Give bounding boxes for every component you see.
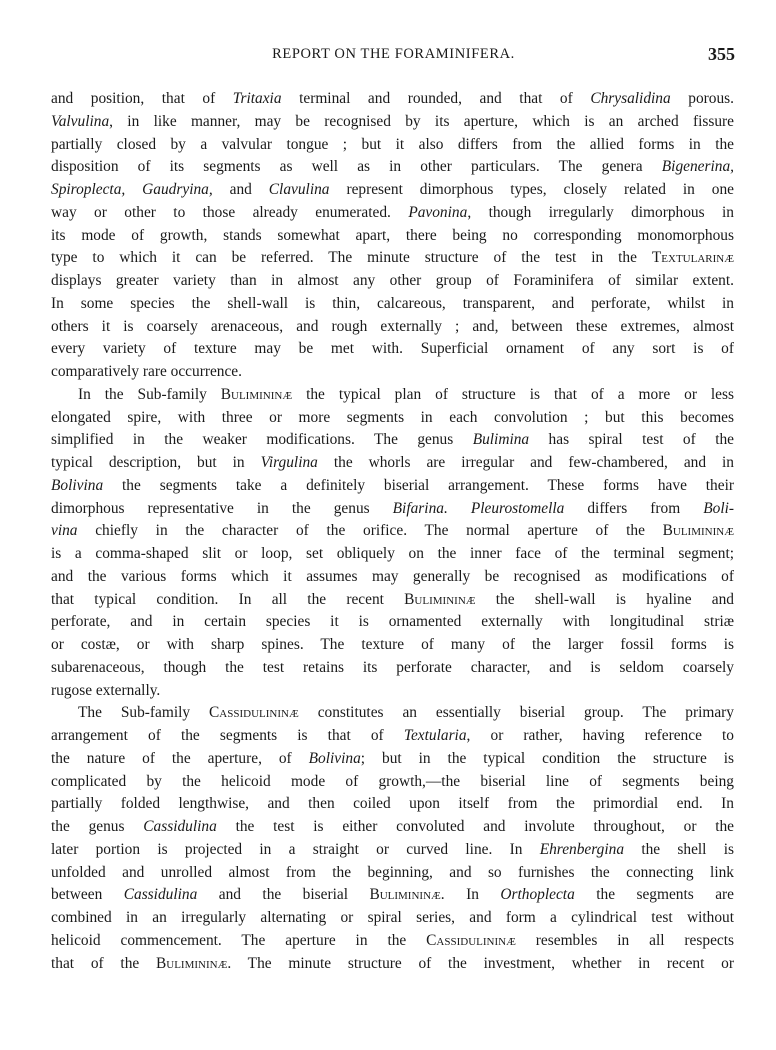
text-run: the whorls are irregular and few-chambered, and in bbox=[317, 454, 734, 471]
taxon-name: Boli- bbox=[703, 499, 734, 517]
paragraph bbox=[51, 384, 734, 703]
text-run: and bbox=[212, 181, 269, 198]
text-run: others it is coarsely arenaceous, and rough externally ; and, between these extremes, almost bbox=[51, 317, 734, 335]
text-run bbox=[448, 500, 471, 517]
text-line bbox=[51, 839, 734, 862]
taxon-name: Virgulina bbox=[260, 454, 318, 471]
text-line bbox=[51, 452, 734, 475]
text-run: displays greater variety than in almost any other group of Foraminifera of similar extent. bbox=[51, 272, 734, 289]
subfamily-name: Bulimininæ bbox=[220, 385, 293, 403]
text-run: In the Sub-family bbox=[78, 385, 221, 403]
text-line bbox=[51, 543, 734, 566]
taxon-name: Pleurostomella bbox=[470, 499, 565, 517]
text-line bbox=[51, 862, 734, 885]
text-run: subarenaceous, though the test retains its perforate character, and is seldom coarsely bbox=[51, 658, 734, 676]
text-run: differs from bbox=[564, 499, 704, 517]
taxon-name: vina bbox=[51, 522, 78, 540]
text-run: comparatively rare occurrence. bbox=[51, 363, 242, 380]
text-line bbox=[51, 566, 734, 589]
text-run: complicated by the helicoid mode of growth,—the biserial line of segments being bbox=[51, 772, 734, 790]
subfamily-name: Cassidulininæ bbox=[426, 931, 516, 949]
text-line bbox=[51, 725, 734, 748]
text-line bbox=[51, 498, 734, 521]
text-line bbox=[51, 907, 734, 930]
text-run: the genus bbox=[51, 818, 144, 835]
body-text bbox=[51, 88, 734, 975]
text-line bbox=[51, 748, 734, 771]
taxon-name: Bigenerina, bbox=[661, 158, 734, 176]
text-line bbox=[51, 520, 734, 543]
text-run: and the various forms which it assumes may generally be recognised as modifications of bbox=[51, 567, 734, 585]
text-line bbox=[51, 771, 734, 794]
taxon-name: Bulimina bbox=[472, 431, 530, 449]
text-line bbox=[51, 111, 734, 134]
text-run: way or other to those already enumerated. bbox=[51, 203, 409, 221]
text-line bbox=[51, 134, 734, 157]
taxon-name: Textularia bbox=[403, 727, 467, 744]
taxon-name: Bolivina bbox=[308, 749, 361, 767]
text-run: that typical condition. In all the recent bbox=[51, 590, 405, 608]
text-run: typical description, but in bbox=[51, 454, 261, 471]
text-run: , or rather, having reference to bbox=[466, 727, 734, 744]
text-line bbox=[51, 884, 734, 907]
text-line bbox=[51, 225, 734, 248]
text-run: the shell-wall is hyaline and bbox=[475, 590, 734, 608]
text-line bbox=[51, 384, 734, 407]
text-run: the segments take a definitely biserial arrangement. These forms have their bbox=[103, 476, 734, 494]
text-run: the test is either convoluted and involute throughout, or the bbox=[216, 818, 735, 835]
text-run: partially folded lengthwise, and then coiled upon itself from the primordial end. In bbox=[51, 795, 734, 813]
taxon-name: Orthoplecta bbox=[500, 886, 575, 904]
text-run: later portion is projected in a straight or curved line. In bbox=[51, 840, 540, 858]
taxon-name: Cassidulina bbox=[123, 886, 198, 904]
text-run: , in like manner, may be recognised by its aperture, which is an arched fissure bbox=[109, 112, 734, 130]
text-run: elongated spire, with three or more segments in each convolution ; but this becomes bbox=[51, 408, 734, 426]
subfamily-name: Bulimininæ bbox=[662, 522, 734, 540]
text-line bbox=[51, 179, 734, 202]
taxon-name: Tritaxia bbox=[232, 90, 282, 107]
text-line bbox=[51, 202, 734, 225]
text-run: unfolded and unrolled almost from the beginning, and so furnishes the connecting link bbox=[51, 863, 734, 881]
text-line bbox=[51, 680, 734, 703]
subfamily-name: Cassidulininæ bbox=[209, 704, 299, 722]
text-run: is a comma-shaped slit or loop, set obliquely on the inner face of the terminal segment; bbox=[51, 545, 734, 562]
text-line bbox=[51, 589, 734, 612]
text-line bbox=[51, 634, 734, 657]
text-line bbox=[51, 793, 734, 816]
text-run: the typical plan of structure is that of a more or less bbox=[292, 385, 734, 403]
taxon-name: Bolivina bbox=[51, 476, 104, 494]
text-run: and the biserial bbox=[197, 886, 370, 904]
text-run: The minute structure of the investment, whether in recent or bbox=[231, 954, 734, 972]
text-run: its mode of growth, stands somewhat apart, there being no corresponding monomorphous bbox=[51, 226, 734, 244]
running-header bbox=[52, 44, 735, 66]
taxon-name: Chrysalidina bbox=[590, 90, 671, 107]
text-line bbox=[51, 247, 734, 270]
text-run: The Sub-family bbox=[78, 704, 210, 722]
taxon-name: Clavulina bbox=[268, 181, 330, 198]
taxon-name: Spiroplecta, Gaudryina, bbox=[51, 181, 213, 198]
text-run: arrangement of the segments is that of bbox=[51, 727, 404, 744]
text-line bbox=[51, 338, 734, 361]
text-run: perforate, and in certain species it is ornamented externally with longitudinal striæ bbox=[51, 613, 734, 631]
text-run: or costæ, or with sharp spines. The texture of many of the larger fossil forms is bbox=[51, 636, 734, 653]
taxon-name: Cassidulina bbox=[143, 818, 217, 835]
text-line bbox=[51, 475, 734, 498]
text-line bbox=[51, 816, 734, 839]
text-line bbox=[51, 407, 734, 430]
text-line bbox=[51, 270, 734, 293]
text-run: , though irregularly dimorphous in bbox=[467, 203, 734, 221]
taxon-name: Pavonina bbox=[408, 203, 468, 221]
text-run: combined in an irregularly alternating or spiral series, and form a cylindrical test without bbox=[51, 909, 734, 926]
text-run: the shell is bbox=[624, 840, 734, 858]
text-run: terminal and rounded, and that of bbox=[281, 90, 591, 107]
text-run: In some species the shell-wall is thin, calcareous, transparent, and perforate, whilst in bbox=[51, 294, 734, 312]
paragraph bbox=[51, 702, 734, 975]
text-run: that of the bbox=[51, 954, 156, 972]
subfamily-name: Bulimininæ bbox=[404, 590, 476, 608]
text-run: In bbox=[444, 886, 501, 904]
text-run: has spiral test of the bbox=[529, 431, 734, 449]
paragraph bbox=[51, 88, 734, 384]
text-line bbox=[51, 611, 734, 634]
text-run: represent dimorphous types, closely related in one bbox=[329, 181, 734, 198]
text-run: ; but in the typical condition the structure is bbox=[360, 749, 735, 767]
running-title: REPORT ON THE FORAMINIFERA. bbox=[272, 46, 515, 62]
subfamily-name: Bulimininæ. bbox=[369, 886, 445, 904]
text-run: porous. bbox=[670, 90, 734, 107]
text-line bbox=[51, 316, 734, 339]
text-line bbox=[51, 156, 734, 179]
text-run: helicoid commencement. The aperture in the bbox=[51, 931, 427, 949]
page-number: 355 bbox=[708, 44, 735, 64]
subfamily-name: Bulimininæ. bbox=[155, 954, 232, 972]
text-line bbox=[51, 657, 734, 680]
text-run: simplified in the weaker modifications. The genus bbox=[51, 431, 473, 449]
text-run: every variety of texture may be met with. Superficial ornament of any sort is of bbox=[51, 340, 734, 358]
text-line bbox=[51, 429, 734, 452]
text-run: dimorphous representative in the genus bbox=[51, 499, 393, 517]
text-run: chiefly in the character of the orifice. The normal aperture of the bbox=[77, 522, 663, 540]
taxon-name: Valvulina bbox=[51, 112, 110, 130]
text-run: the segments are bbox=[574, 886, 735, 904]
text-run: and position, that of bbox=[51, 90, 233, 107]
text-line bbox=[51, 953, 734, 976]
text-line bbox=[51, 293, 734, 316]
text-run: between bbox=[51, 886, 124, 904]
text-run: rugose externally. bbox=[51, 681, 161, 699]
taxon-name: Ehrenbergina bbox=[539, 840, 625, 858]
text-line bbox=[51, 702, 734, 725]
text-line bbox=[51, 930, 734, 953]
text-run: resembles in all respects bbox=[515, 931, 735, 949]
text-run: the nature of the aperture, of bbox=[51, 749, 309, 767]
text-line bbox=[51, 88, 734, 111]
text-run: disposition of its segments as well as in other particulars. The genera bbox=[51, 158, 662, 176]
text-run: constitutes an essentially biserial group. The primary bbox=[298, 704, 735, 722]
text-run: type to which it can be referred. The minute structure of the test in the bbox=[51, 249, 652, 267]
subfamily-name: Textularinæ bbox=[651, 249, 734, 267]
taxon-name: Bifarina. bbox=[392, 499, 448, 517]
text-run: partially closed by a valvular tongue ; but it also differs from the allied forms in the bbox=[51, 135, 734, 153]
text-line bbox=[51, 361, 734, 384]
